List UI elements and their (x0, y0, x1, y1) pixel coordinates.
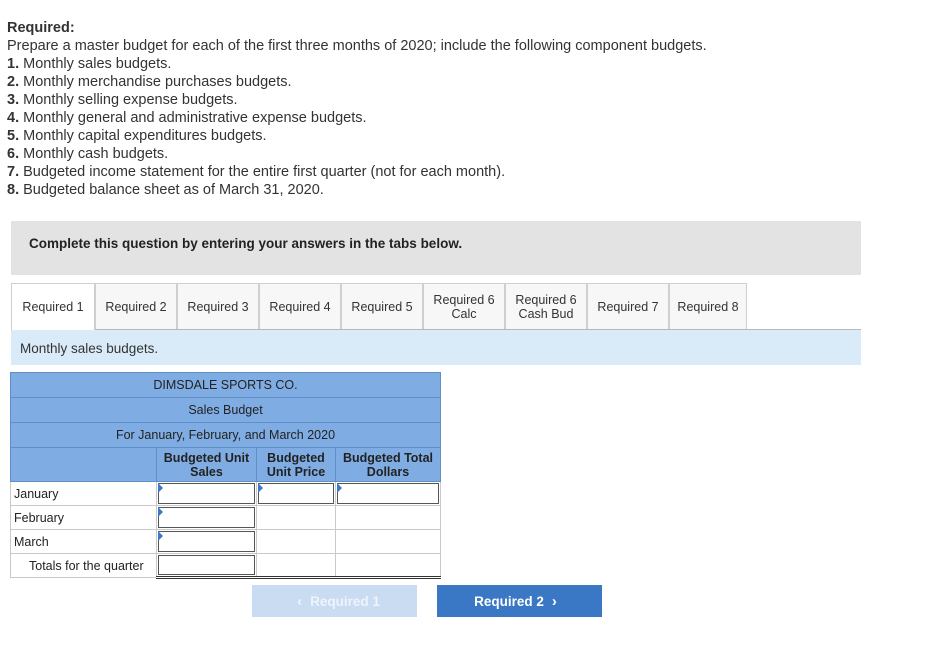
tab-label: Required 2 (105, 299, 167, 314)
tab-required-3[interactable] (177, 283, 259, 329)
next-required-button[interactable] (437, 585, 602, 617)
tab-required-7[interactable] (587, 283, 669, 329)
requirement-number: 7. (7, 164, 20, 180)
requirement-number: 6. (7, 146, 20, 162)
tab-required-2[interactable] (95, 283, 177, 329)
tab-bar (11, 283, 747, 330)
requirement-text: Monthly sales budgets. (23, 56, 172, 72)
tab-label-line2: Cash Bud (518, 306, 574, 321)
tab-required-5[interactable] (341, 283, 423, 329)
instruction-banner (11, 221, 861, 275)
table-row (11, 554, 441, 578)
tab-required-6-cash-bud[interactable] (505, 283, 587, 329)
requirement-number: 3. (7, 92, 20, 108)
requirement-item (7, 127, 707, 145)
february-unit-price-cell (257, 506, 336, 530)
requirement-text: Budgeted income statement for the entire first quarter (not for each month). (23, 164, 506, 180)
previous-required-button[interactable] (252, 585, 417, 617)
totals-unit-price-cell (257, 554, 336, 578)
previous-button-label: Required 1 (310, 593, 380, 609)
sales-budget-table (10, 372, 441, 579)
tab-label: Required 8 (677, 299, 739, 314)
tab-subheading (11, 330, 861, 365)
column-header-total-dollars: Budgeted Total Dollars (336, 448, 441, 482)
input-marker-icon (337, 483, 342, 493)
company-name: DIMSDALE SPORTS CO. (11, 373, 441, 398)
requirement-number: 2. (7, 74, 20, 90)
requirements-intro: Prepare a master budget for each of the first three months of 2020; include the following component budgets. (7, 38, 707, 54)
february-unit-sales-input[interactable] (157, 506, 257, 530)
requirement-text: Monthly general and administrative expense budgets. (23, 110, 367, 126)
row-label-january: January (11, 482, 157, 506)
requirement-item (7, 73, 707, 91)
tab-label: Required 5 (351, 299, 413, 314)
requirement-item (7, 55, 707, 73)
row-label-march: March (11, 530, 157, 554)
march-unit-sales-input[interactable] (157, 530, 257, 554)
requirements-heading: Required: (7, 20, 75, 36)
requirement-item (7, 91, 707, 109)
input-marker-icon (158, 507, 163, 517)
requirement-item (7, 181, 707, 199)
budget-period: For January, February, and March 2020 (11, 423, 441, 448)
input-marker-icon (158, 483, 163, 493)
totals-unit-sales-input[interactable] (157, 554, 257, 578)
tab-required-6-calc[interactable] (423, 283, 505, 329)
table-row (11, 530, 441, 554)
requirements-section (7, 19, 707, 199)
chevron-left-icon: ‹ (297, 592, 303, 610)
requirement-text: Monthly merchandise purchases budgets. (23, 74, 292, 90)
row-label-february: February (11, 506, 157, 530)
tab-label: Required 3 (187, 299, 249, 314)
requirement-item (7, 109, 707, 127)
totals-dollars-cell (336, 554, 441, 578)
tab-label-line2: Calc (451, 306, 477, 321)
requirement-item (7, 145, 707, 163)
requirement-text: Budgeted balance sheet as of March 31, 2020. (23, 182, 324, 198)
subheading-text: Monthly sales budgets. (20, 341, 159, 356)
march-total-dollars-cell (336, 530, 441, 554)
tab-label: Required 7 (597, 299, 659, 314)
tab-required-1[interactable] (11, 283, 95, 330)
requirement-text: Monthly cash budgets. (23, 146, 169, 162)
row-label-totals: Totals for the quarter (11, 554, 157, 578)
requirement-number: 5. (7, 128, 20, 144)
february-total-dollars-cell (336, 506, 441, 530)
tab-required-4[interactable] (259, 283, 341, 329)
requirement-number: 4. (7, 110, 20, 126)
requirement-text: Monthly selling expense budgets. (23, 92, 238, 108)
requirement-text: Monthly capital expenditures budgets. (23, 128, 267, 144)
tab-label: Required 6 (515, 292, 577, 307)
chevron-right-icon: › (551, 592, 557, 610)
tab-label: Required 4 (269, 299, 331, 314)
table-row (11, 506, 441, 530)
instruction-text: Complete this question by entering your answers in the tabs below. (29, 236, 463, 251)
budget-title: Sales Budget (11, 398, 441, 423)
column-header-unit-price: Budgeted Unit Price (257, 448, 336, 482)
january-unit-price-input[interactable] (257, 482, 336, 506)
next-button-label: Required 2 (474, 593, 544, 609)
column-header-blank (11, 448, 157, 482)
requirement-item (7, 163, 707, 181)
january-total-dollars-input[interactable] (336, 482, 441, 506)
input-marker-icon (158, 531, 163, 541)
requirement-number: 8. (7, 182, 20, 198)
table-row (11, 482, 441, 506)
january-unit-sales-input[interactable] (157, 482, 257, 506)
tab-label: Required 1 (22, 300, 84, 314)
tab-label: Required 6 (433, 292, 495, 307)
input-marker-icon (258, 483, 263, 493)
column-header-unit-sales: Budgeted Unit Sales (157, 448, 257, 482)
march-unit-price-cell (257, 530, 336, 554)
requirement-number: 1. (7, 56, 20, 72)
tab-required-8[interactable] (669, 283, 747, 329)
